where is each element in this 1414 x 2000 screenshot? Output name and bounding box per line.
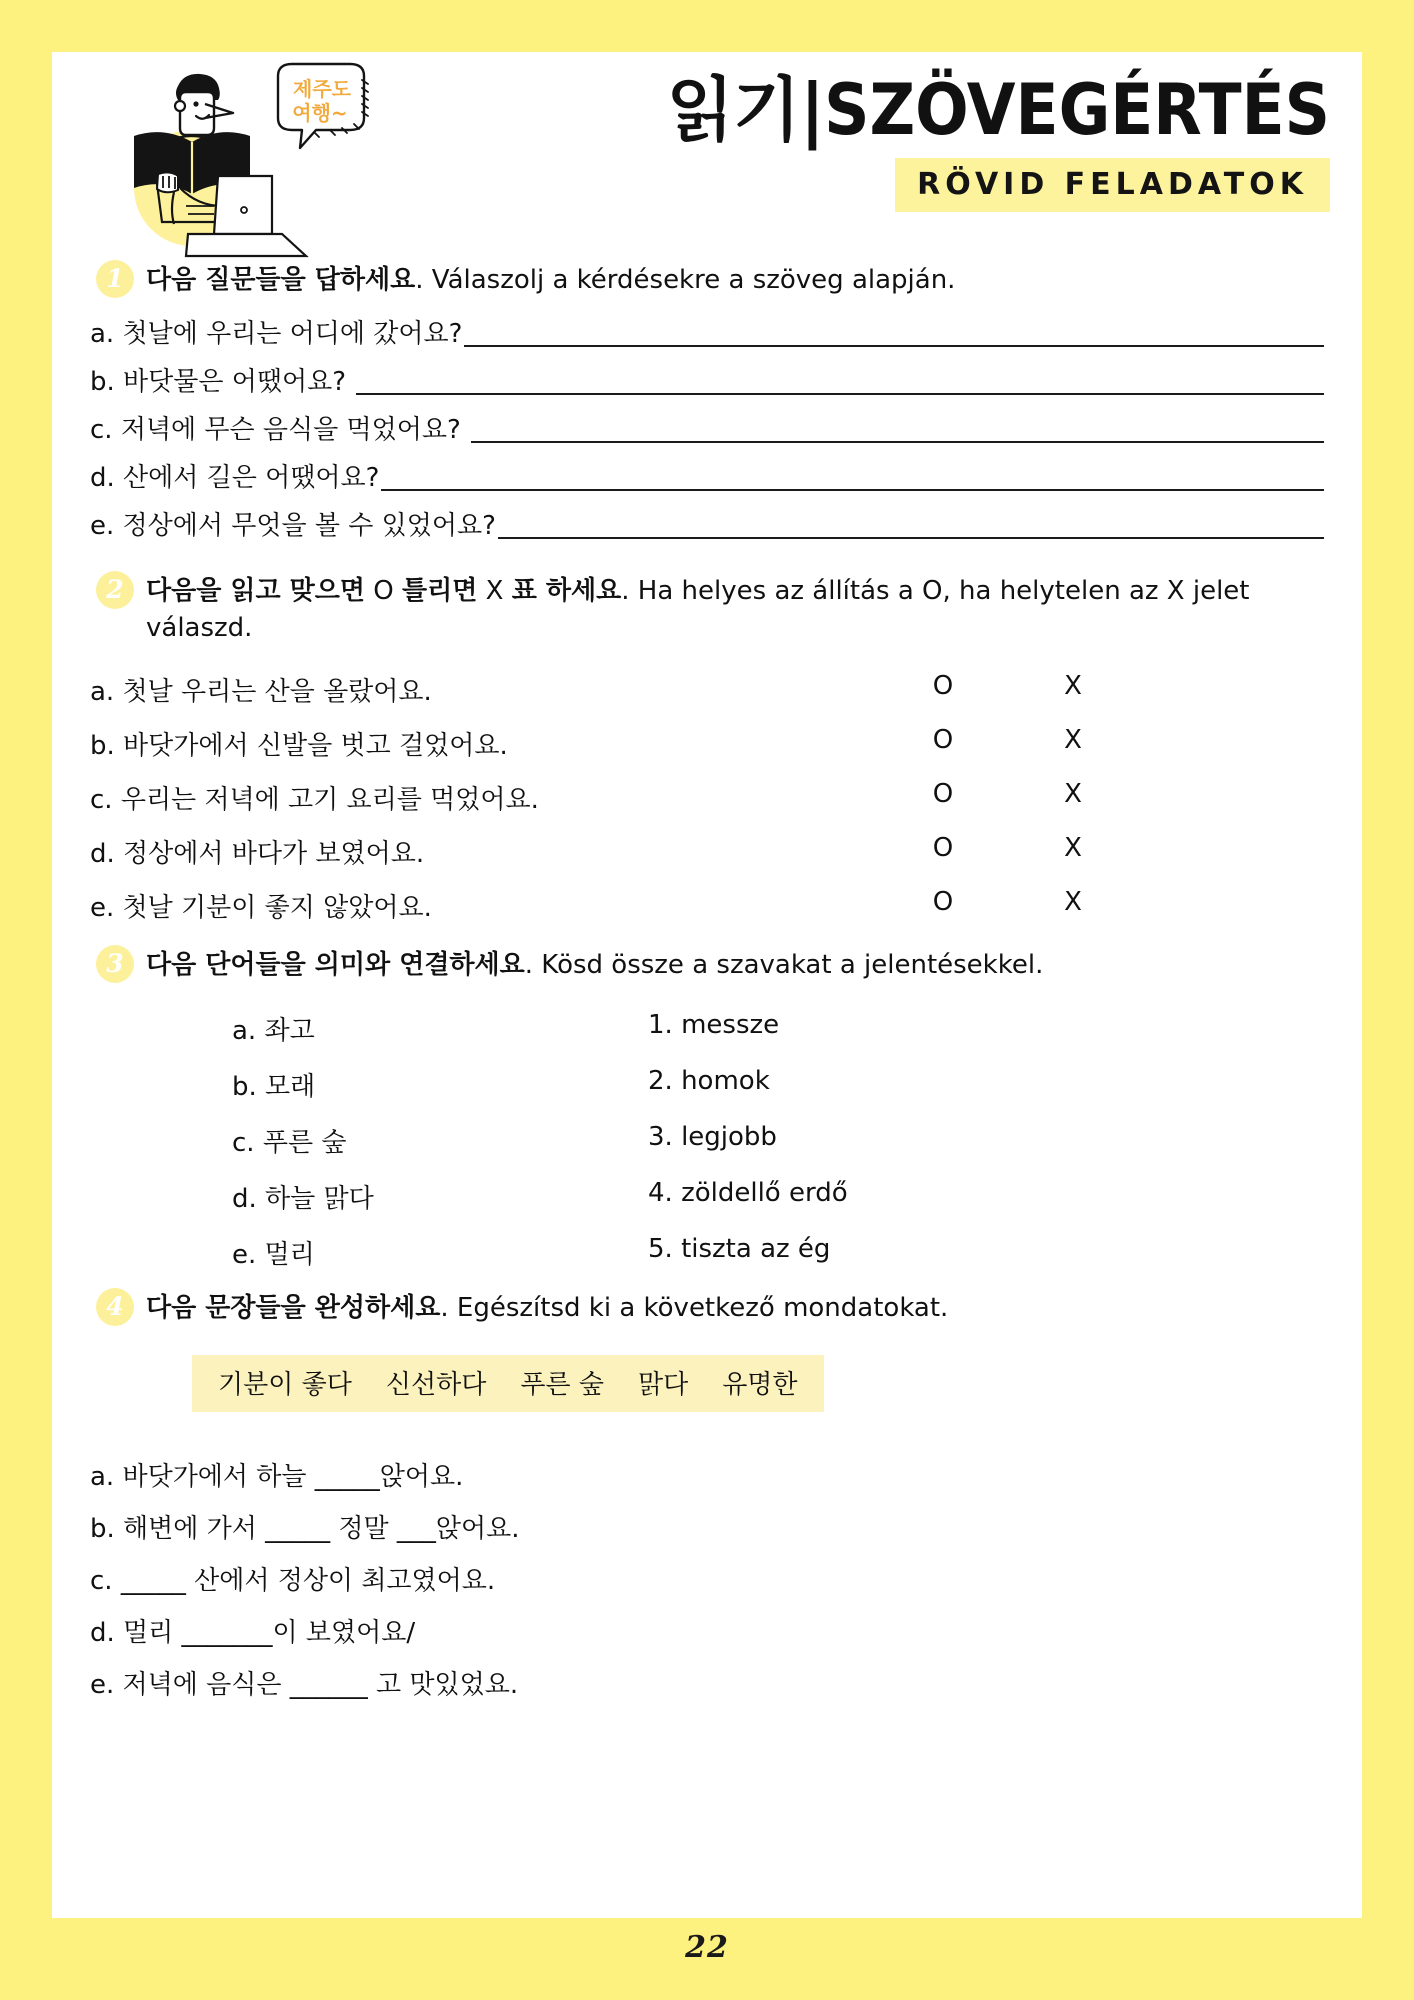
fill-blank-sentence[interactable]: a. 바닷가에서 하늘 _____앉어요.: [90, 1461, 464, 1492]
section-3: [90, 947, 1324, 1270]
worksheet-content: [52, 262, 1362, 1698]
option-x[interactable]: X: [1064, 724, 1082, 755]
fill-blank-sentence[interactable]: c. _____ 산에서 정상이 최고였어요.: [90, 1565, 496, 1596]
match-right-item[interactable]: 5. tiszta az ég: [648, 1233, 831, 1264]
ox-row: [90, 778, 1324, 815]
statement-text: b. 바닷가에서 신발을 벗고 걸었어요.: [90, 730, 508, 761]
word-bank-item[interactable]: 맑다: [637, 1369, 689, 1400]
answer-blank-line[interactable]: [381, 469, 1324, 491]
match-row: [90, 1121, 1324, 1158]
section-2-title-end: 표 하세요: [511, 575, 622, 606]
laptop-base: [186, 234, 306, 256]
section-4: [90, 1290, 1324, 1698]
option-o[interactable]: O: [932, 670, 954, 701]
match-left-item[interactable]: d. 하늘 맑다: [232, 1183, 374, 1214]
option-x[interactable]: X: [1064, 886, 1082, 917]
section-4-heading: [90, 1290, 1324, 1327]
section-number-badge: 2: [96, 571, 134, 609]
title-block: [666, 69, 1330, 212]
section-2-title-x: X: [477, 575, 512, 606]
worksheet-page: [52, 52, 1362, 1918]
question-item: [90, 318, 1324, 349]
subtitle-badge: RÖVID FELADATOK: [895, 158, 1330, 212]
word-bank-item[interactable]: 신선하다: [385, 1369, 487, 1400]
section-2: [90, 573, 1324, 923]
ear-shape: [175, 101, 185, 111]
match-right-item[interactable]: 4. zöldellő erdő: [648, 1177, 848, 1208]
statement-text: a. 첫날 우리는 산을 올랐어요.: [90, 676, 432, 707]
word-bank-item[interactable]: 기분이 좋다: [218, 1369, 352, 1400]
page-title-latin: SZÖVEGÉRTÉS: [824, 69, 1330, 151]
match-row: [90, 1233, 1324, 1270]
section-1-heading-text: [146, 265, 955, 295]
section-4-heading-text: [146, 1293, 948, 1323]
answer-blank-line[interactable]: [498, 517, 1324, 539]
question-text: b. 바닷물은 어땠어요?: [90, 366, 355, 397]
option-x[interactable]: X: [1064, 832, 1082, 863]
question-item: [90, 414, 1324, 445]
statement-text: c. 우리는 저녁에 고기 요리를 먹었어요.: [90, 784, 539, 815]
word-bank-item[interactable]: 푸른 숲: [520, 1369, 604, 1400]
reader-illustration: [110, 60, 380, 260]
ox-row: [90, 724, 1324, 761]
page-title: [666, 69, 1330, 151]
bubble-line-2: 여행~: [292, 101, 348, 125]
section-2-title-ko: 다음을 읽고 맞으면: [146, 575, 366, 606]
answer-blank-line[interactable]: [356, 373, 1324, 395]
section-2-heading-text: [146, 576, 1250, 643]
match-right-item[interactable]: 3. legjobb: [648, 1121, 777, 1152]
option-x[interactable]: X: [1064, 778, 1082, 809]
section-number-badge: 1: [96, 260, 134, 298]
section-2-instruction-hu: . Ha helyes az állítás a O, ha helytelen az X jelet válaszd.: [146, 575, 1250, 643]
ox-row: [90, 670, 1324, 707]
section-3-title-ko: 다음 단어들을 의미와 연결하세요: [146, 949, 525, 980]
question-item: [90, 366, 1324, 397]
page-title-korean: 읽기|: [666, 69, 825, 151]
option-o[interactable]: O: [932, 832, 954, 863]
match-left-item[interactable]: e. 멀리: [232, 1239, 315, 1270]
section-4-title-ko: 다음 문장들을 완성하세요: [146, 1292, 441, 1323]
page-number: 22: [685, 1930, 729, 1965]
bubble-line-1: 제주도: [293, 77, 351, 101]
question-item: [90, 462, 1324, 493]
head-shape: [180, 92, 214, 135]
option-o[interactable]: O: [932, 886, 954, 917]
illustration-svg: [110, 60, 380, 260]
section-3-instruction-hu: . Kösd össze a szavakat a jelentésekkel.: [524, 949, 1044, 980]
section-1-instruction-hu: . Válaszolj a kérdésekre a szöveg alapján.: [415, 265, 956, 295]
section-number-badge: 4: [96, 1288, 134, 1326]
section-4-instruction-hu: . Egészítsd ki a következő mondatokat.: [440, 1292, 949, 1323]
fill-blank-sentence[interactable]: b. 해변에 가서 _____ 정말 ___앉어요.: [90, 1513, 520, 1544]
option-x[interactable]: X: [1064, 670, 1082, 701]
section-3-heading-text: [146, 950, 1043, 980]
section-1-heading: [90, 262, 1324, 299]
match-left-item[interactable]: c. 푸른 숲: [232, 1127, 347, 1158]
ox-row: [90, 832, 1324, 869]
question-text: c. 저녁에 무슨 음식을 먹었어요?: [90, 414, 470, 445]
question-text: a. 첫날에 우리는 어디에 갔어요?: [90, 318, 463, 349]
option-o[interactable]: O: [932, 778, 954, 809]
statement-text: e. 첫날 기분이 좋지 않았어요.: [90, 892, 432, 923]
match-row: [90, 1177, 1324, 1214]
question-text: d. 산에서 길은 어땠어요?: [90, 462, 380, 493]
word-bank-item[interactable]: 유명한: [722, 1369, 798, 1400]
fill-blank-sentence[interactable]: e. 저녁에 음식은 ______ 고 맛있었요.: [90, 1669, 519, 1700]
section-2-title-mid: 틀리면: [402, 575, 478, 606]
laptop-screen: [214, 176, 272, 234]
section-number-badge: 3: [96, 945, 134, 983]
match-left-item[interactable]: b. 모래: [232, 1071, 316, 1102]
match-right-item[interactable]: 1. messze: [648, 1009, 780, 1040]
section-1-title-ko: 다음 질문들을 답하세요: [146, 265, 416, 295]
ox-row: [90, 886, 1324, 923]
section-1: [90, 262, 1324, 539]
page-header: [52, 52, 1362, 262]
question-item: [90, 510, 1324, 541]
eye-dot: [193, 101, 198, 106]
question-text: e. 정상에서 무엇을 볼 수 있었어요?: [90, 510, 496, 541]
statement-text: d. 정상에서 바다가 보였어요.: [90, 838, 425, 869]
section-2-title-o: O: [365, 575, 403, 606]
answer-blank-line[interactable]: [471, 421, 1324, 443]
match-right-item[interactable]: 2. homok: [648, 1065, 770, 1096]
option-o[interactable]: O: [932, 724, 954, 755]
match-left-item[interactable]: a. 좌고: [232, 1015, 315, 1046]
section-3-heading: [90, 947, 1324, 984]
word-bank: [192, 1355, 824, 1412]
match-row: [90, 1009, 1324, 1046]
answer-blank-line[interactable]: [464, 325, 1324, 347]
section-2-heading: [90, 573, 1324, 647]
match-row: [90, 1065, 1324, 1102]
fill-blank-sentence[interactable]: d. 멀리 _______이 보였어요/: [90, 1617, 416, 1648]
